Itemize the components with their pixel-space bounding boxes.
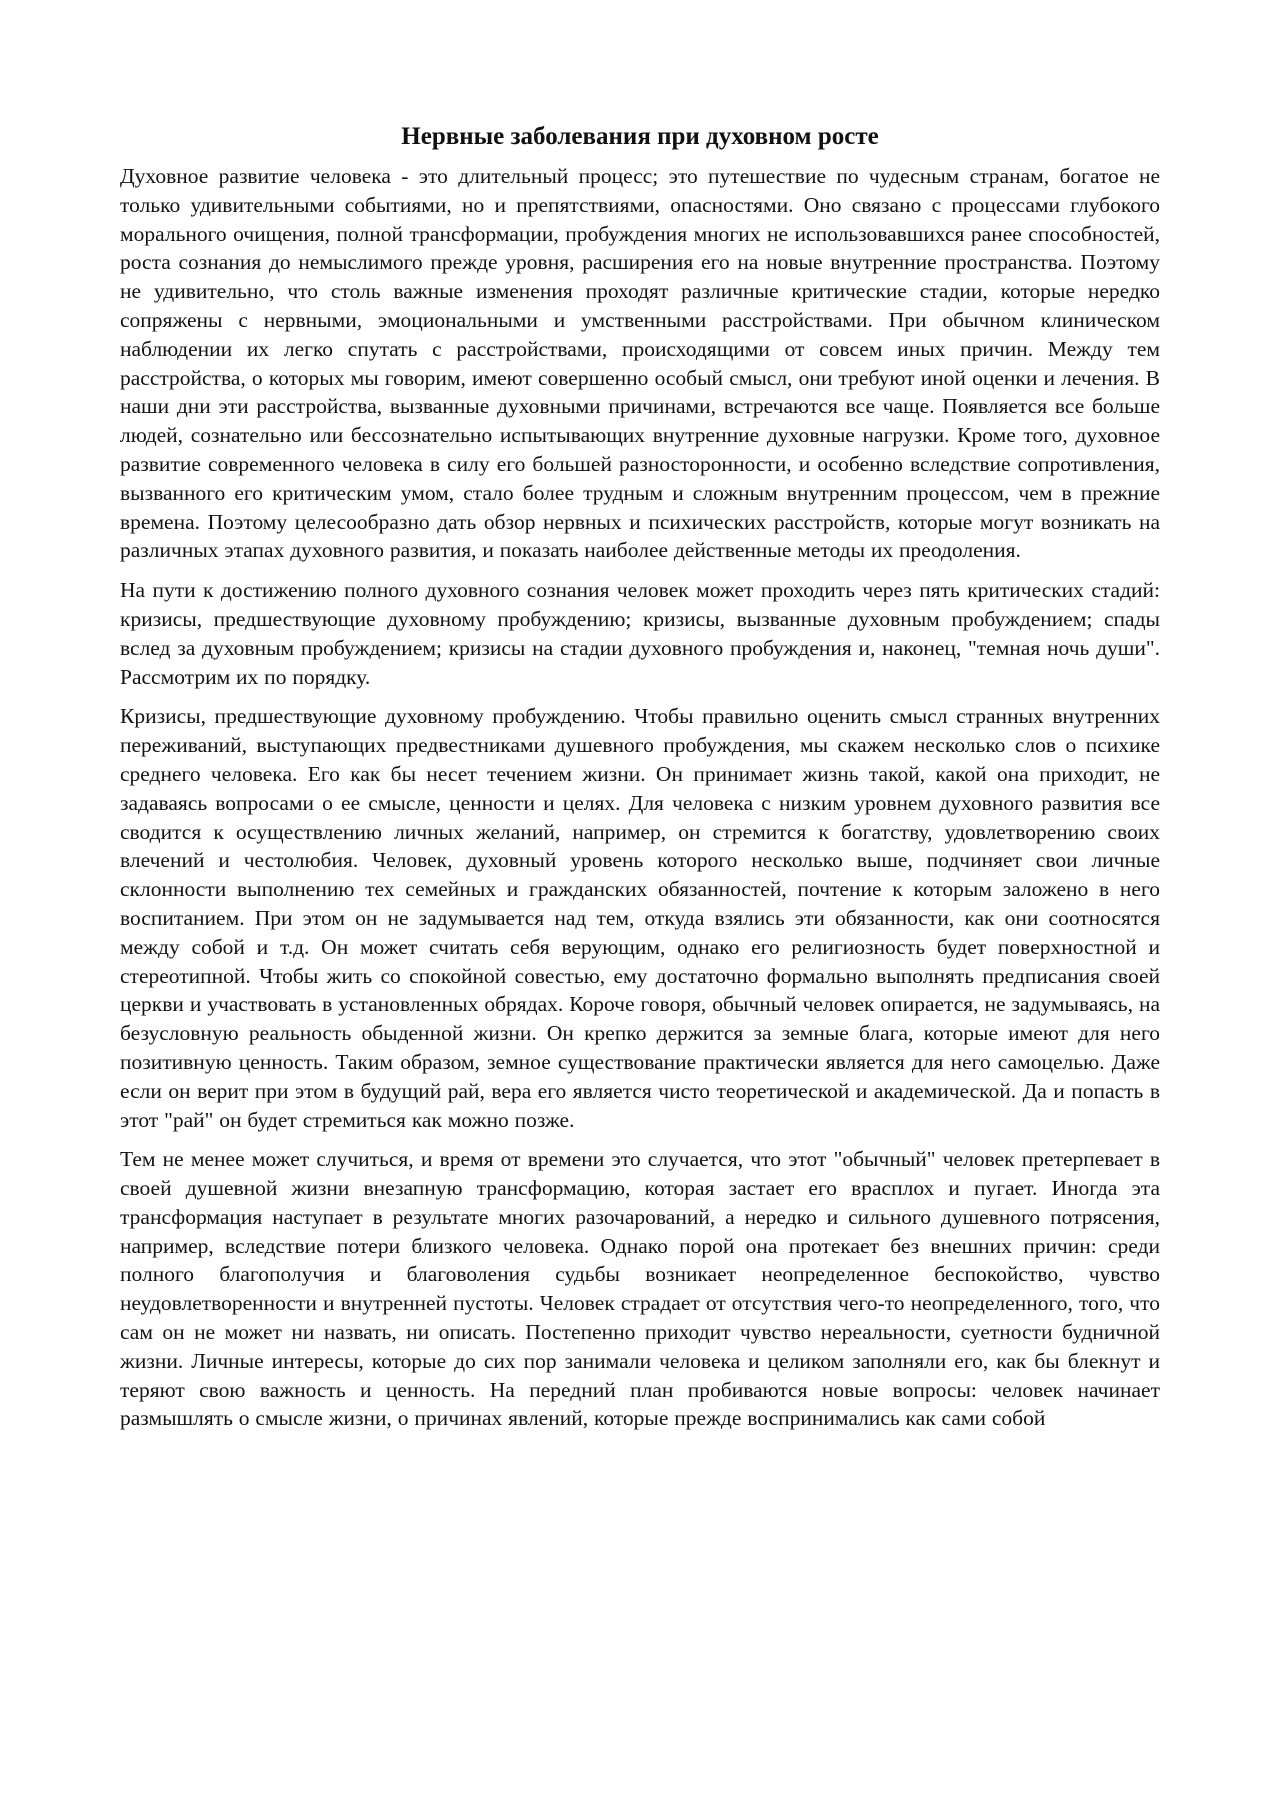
paragraph-transformation: Тем не менее может случиться, и время от времени это случается, что этот "обычный" человек претерпевает в своей душевной жизни внезапную трансформацию, которая застает его врасплох и пугает. Иногда эта трансформация наступает в результате многих разочарований, а нередко и сильного душевного потрясения, например, вследствие потери близкого человека. Однако порой она протекает без внешних причин: среди полного благополучия и благоволения судьбы возникает неопределенное беспокойство, чувство неудовлетворенности и внутренней пустоты. Человек страдает от отсутствия чего-то неопределенного, того, что сам он не может ни назвать, ни описать. Постепенно приходит чувство нереальности, суетности будничной жизни. Личные интересы, которые до сих пор занимали человека и целиком заполняли его, как бы блекнут и теряют свою важность и ценность. На передний план пробиваются новые вопросы: человек начинает размышлять о смысле жизни, о причинах явлений, которые прежде воспринимались как сами собой	[120, 1147, 1160, 1431]
document-title: Нервные заболевания при духовном росте	[401, 123, 879, 150]
paragraph-five-stages: На пути к достижению полного духовного сознания человек может проходить через пять критических стадий: кризисы, предшествующие духовному пробуждению; кризисы, вызванные духовным пробуждением; спады вслед за духовным пробуждением; кризисы на стадии духовного пробуждения и, наконец, "темная ночь души". Рассмотрим их по порядку.	[120, 578, 1160, 689]
document-body	[120, 122, 1160, 1433]
paragraph-pre-awakening-crises: Кризисы, предшествующие духовному пробуждению. Чтобы правильно оценить смысл странных внутренних переживаний, выступающих предвестниками душевного пробуждения, мы скажем несколько слов о психике среднего человека. Его как бы несет течением жизни. Он принимает жизнь такой, какой она приходит, не задаваясь вопросами о ее смысле, ценности и целях. Для человека с низким уровнем духовного развития все сводится к осуществлению личных желаний, например, он стремится к богатству, удовлетворению своих влечений и честолюбия. Человек, духовный уровень которого несколько выше, подчиняет свои личные склонности выполнению тех семейных и гражданских обязанностей, почтение к которым заложено в него воспитанием. При этом он не задумывается над тем, откуда взялись эти обязанности, как они соотносятся между собой и т.д. Он может считать себя верующим, однако его религиозность будет поверхностной и стереотипной. Чтобы жить со спокойной совестью, ему достаточно формально выполнять предписания своей церкви и участвовать в установленных обрядах. Короче говоря, обычный человек опирается, не задумываясь, на безусловную реальность обыденной жизни. Он крепко держится за земные блага, которые имеют для него позитивную ценность. Таким образом, земное существование практически является для него самоцелью. Даже если он верит при этом в будущий рай, вера его является чисто теоретической и академической. Да и попасть в этот "рай" он будет стремиться как можно позже.	[120, 704, 1160, 1132]
paragraph-intro: Духовное развитие человека - это длительный процесс; это путешествие по чудесным странам, богатое не только удивительными событиями, но и препятствиями, опасностями. Оно связано с процессами глубокого морального очищения, полной трансформации, пробуждения многих не использовавшихся ранее способностей, роста сознания до немыслимого прежде уровня, расширения его на новые внутренние пространства. Поэтому не удивительно, что столь важные изменения проходят различные критические стадии, которые нередко сопряжены с нервными, эмоциональными и умственными расстройствами. При обычном клиническом наблюдении их легко спутать с расстройствами, происходящими от совсем иных причин. Между тем расстройства, о которых мы говорим, имеют совершенно особый смысл, они требуют иной оценки и лечения. В наши дни эти расстройства, вызванные духовными причинами, встречаются все чаще. Появляется все больше людей, сознательно или бессознательно испытывающих внутренние духовные нагрузки. Кроме того, духовное развитие современного человека в силу его большей разносторонности, и особенно вследствие сопротивления, вызванного его критическим умом, стало более трудным и сложным внутренним процессом, чем в прежние времена. Поэтому целесообразно дать обзор нервных и психических расстройств, которые могут возникать на различных этапах духовного развития, и показать наиболее действенные методы их преодоления.	[120, 164, 1160, 563]
